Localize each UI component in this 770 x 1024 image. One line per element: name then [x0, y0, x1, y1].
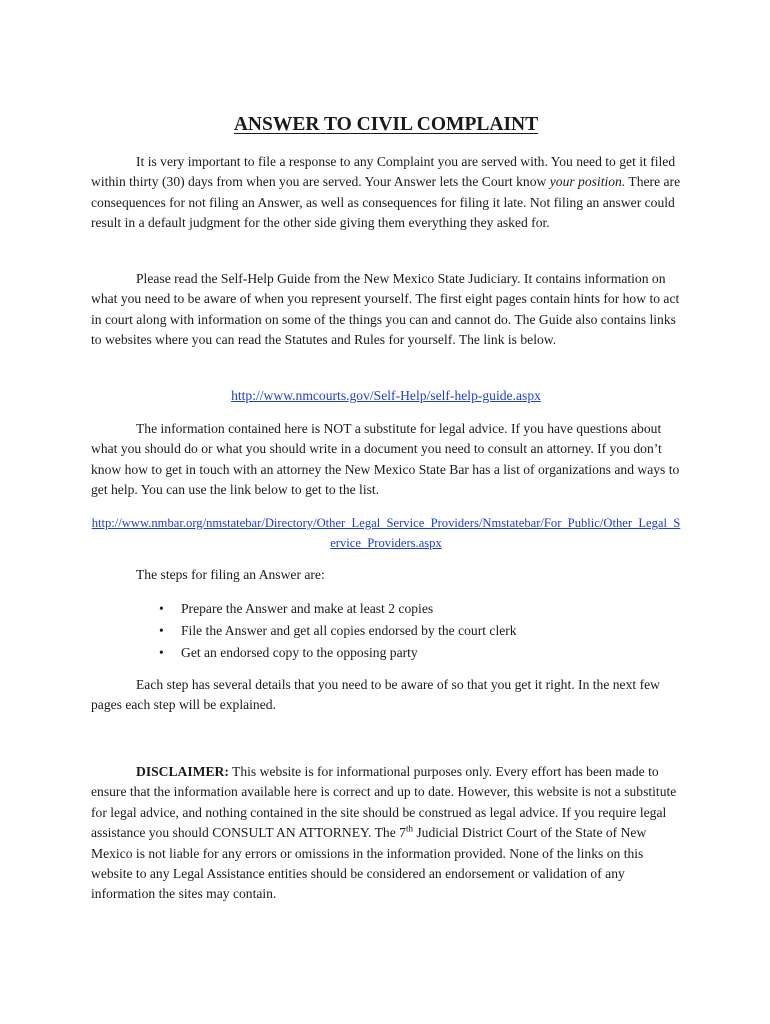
list-item [91, 620, 681, 642]
steps-explanation-paragraph: Each step has several details that you need to be aware of so that you get it right. In the next few pages each step will be explained. [91, 677, 660, 713]
intro-italic-text: your position. [549, 174, 626, 190]
bullet-icon: • [159, 645, 164, 660]
step-text: Prepare the Answer and make at least 2 copies [181, 601, 434, 616]
disclaimer-text-2: Judicial District Court of the State of New Mexico is not liable for any errors or omissions in the information provided. None of the links on this website to any Legal Assistance entities should be considered an endorsement or validation of any information the sites may contain. [91, 825, 647, 902]
self-help-paragraph: Please read the Self-Help Guide from the New Mexico State Judiciary. It contains information on what you need to be aware of when you represent yourself. The first eight pages contain hints for how to act in court along with information on some of the things you can and cannot do. The Guide also contains links to websites where you can read the Statutes and Rules for yourself. The link is below. [91, 271, 680, 348]
list-item [91, 642, 681, 664]
disclaimer-paragraph [91, 762, 681, 905]
steps-intro: The steps for filing an Answer are: [136, 567, 325, 582]
disclaimer-text-1: This website is for informational purposes only. Every effort has been made to ensure that the information available here is correct and up to date. However, this website is not a substitute for legal advice, and nothing contained in the site should be construed as legal advice. If you require legal assistance you should CONSULT AN ATTORNEY. The 7 [91, 764, 677, 841]
state-bar-link-line [89, 513, 683, 554]
bullet-icon: • [159, 623, 164, 638]
self-help-link-line [91, 386, 681, 406]
self-help-guide-link[interactable]: http://www.nmcourts.gov/Self-Help/self-help-guide.aspx [231, 388, 541, 403]
legal-advice-paragraph: The information contained here is NOT a substitute for legal advice. If you have questions about what you should do or what you should write in a document you need to consult an attorney. If you don’t know how to get in touch with an attorney the New Mexico State Bar has a list of organizations and ways to get help. You can use the link below to get to the list. [91, 421, 680, 498]
state-bar-directory-link[interactable]: http://www.nmbar.org/nmstatebar/Directory/Other_Legal_Service_Providers/Nmstatebar/For_Public/Other_Legal_Service_Providers.aspx [91, 516, 681, 551]
intro-paragraph [91, 152, 681, 234]
document-title: ANSWER TO CIVIL COMPLAINT [233, 114, 539, 135]
bullet-icon: • [159, 601, 164, 616]
intro-text-2: There are consequences for not filing an Answer, as well as consequences for filing it late. Not filing an answer could result in a default judgment for the other side giving them everything they asked for. [91, 174, 681, 231]
steps-list [91, 598, 681, 664]
list-item [91, 598, 681, 620]
disclaimer-label: DISCLAIMER: [136, 764, 229, 779]
document-page [91, 0, 681, 1024]
step-text: Get an endorsed copy to the opposing party [181, 645, 418, 660]
ordinal-suffix: th [405, 823, 413, 834]
step-text: File the Answer and get all copies endorsed by the court clerk [181, 623, 517, 638]
intro-text-1: It is very important to file a response to any Complaint you are served with. You need to get it filed within thirty (30) days from when you are served. Your Answer lets the Court know [91, 154, 676, 190]
